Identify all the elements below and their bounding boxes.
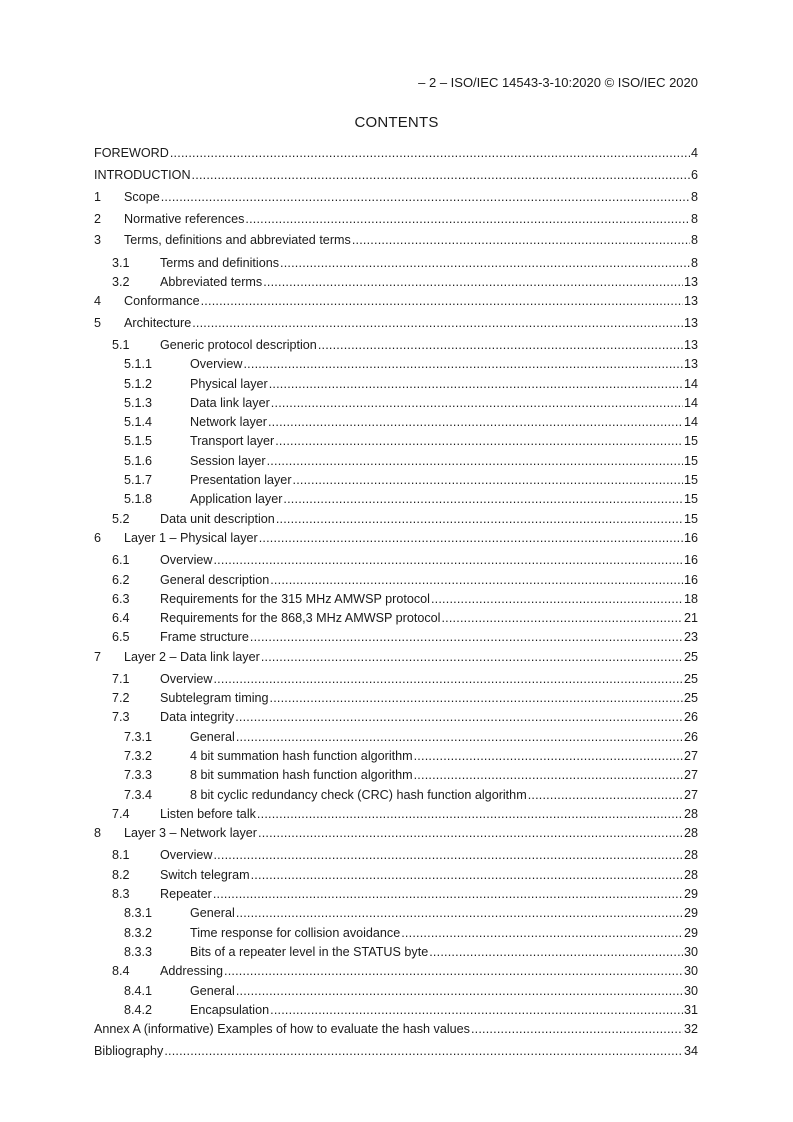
toc-entry-page: 25 [683, 650, 698, 664]
toc-entry-label: General description [160, 573, 270, 587]
toc-entry[interactable] [94, 375, 698, 394]
dot-leader [257, 805, 683, 824]
toc-entry[interactable] [94, 747, 698, 766]
toc-entry-number: 3.2 [112, 275, 130, 289]
toc-entry-label: 8 bit summation hash function algorithm [190, 768, 413, 782]
toc-entry-number: 6.1 [112, 553, 130, 567]
toc-entry[interactable] [94, 273, 698, 292]
toc-entry-link[interactable] [190, 904, 698, 923]
toc-entry-label: Addressing [160, 964, 224, 978]
toc-entry-number: 5.1.2 [124, 377, 153, 391]
dot-leader [245, 210, 690, 229]
toc-entry-link[interactable] [124, 314, 698, 333]
toc-entry-page: 14 [683, 377, 698, 391]
toc-entry-number: 5.1.7 [124, 473, 153, 487]
toc-entry[interactable] [94, 188, 698, 207]
toc-entry-number: 6.2 [112, 573, 130, 587]
toc-entry[interactable] [94, 962, 698, 981]
toc-entry[interactable] [94, 394, 698, 413]
toc-entry-page: 13 [683, 338, 698, 352]
toc-entry-number: 7.2 [112, 691, 130, 705]
toc-entry-number: 1 [94, 190, 102, 204]
toc-entry[interactable] [94, 708, 698, 727]
dot-leader [235, 708, 683, 727]
toc-entry-label: General [190, 906, 235, 920]
toc-entry-link[interactable] [160, 590, 698, 609]
dot-leader [236, 904, 683, 923]
toc-entry-page: 13 [683, 294, 698, 308]
dot-leader [243, 355, 683, 374]
toc-entry-label: Transport layer [190, 434, 275, 448]
toc-entry-number: 7.3.4 [124, 788, 153, 802]
toc-entry-page: 29 [683, 906, 698, 920]
toc-entry-label: Data unit description [160, 512, 275, 526]
toc-entry-label: Normative references [124, 212, 245, 226]
toc-entry-link[interactable] [190, 943, 698, 962]
toc-entry-page: 16 [683, 573, 698, 587]
toc-entry-label: INTRODUCTION [94, 168, 191, 182]
toc-entry-page: 25 [683, 691, 698, 705]
toc-entry[interactable] [94, 413, 698, 432]
dot-leader [528, 786, 683, 805]
toc-entry-page: 15 [683, 473, 698, 487]
toc-entry-link[interactable] [160, 689, 698, 708]
toc-entry-number: 7.3.1 [124, 730, 153, 744]
dot-leader [261, 648, 683, 667]
dot-leader [192, 166, 690, 185]
toc-entry-page: 8 [690, 212, 698, 226]
toc-entry-link[interactable] [124, 648, 698, 667]
toc-entry-number: 8 [94, 826, 102, 840]
toc-entry-label: Terms and definitions [160, 256, 280, 270]
toc-entry-page: 16 [683, 531, 698, 545]
dot-leader [201, 292, 683, 311]
toc-entry-link[interactable] [160, 571, 698, 590]
toc-entry-number: 8.3.2 [124, 926, 153, 940]
toc-entry-page: 29 [683, 887, 698, 901]
toc-entry-page: 15 [683, 512, 698, 526]
toc-entry[interactable] [94, 452, 698, 471]
dot-leader [236, 728, 683, 747]
toc-entry-label: Layer 2 – Data link layer [124, 650, 260, 664]
toc-entry-link[interactable] [160, 510, 698, 529]
toc-entry[interactable] [94, 355, 698, 374]
toc-entry-label: Data integrity [160, 710, 235, 724]
toc-entry-link[interactable] [160, 273, 698, 292]
toc-entry-page: 30 [683, 964, 698, 978]
toc-entry-link[interactable] [124, 188, 698, 207]
toc-entry-page: 13 [683, 275, 698, 289]
toc-entry-label: Presentation layer [190, 473, 292, 487]
dot-leader [270, 1001, 683, 1020]
toc-entry-page: 23 [683, 630, 698, 644]
toc-entry-label: Overview [160, 553, 213, 567]
toc-entry[interactable] [94, 728, 698, 747]
toc-entry[interactable] [94, 292, 698, 311]
toc-entry-label: Overview [160, 848, 213, 862]
toc-entry-link[interactable] [190, 432, 698, 451]
toc-entry-label: Network layer [190, 415, 267, 429]
toc-entry-link[interactable] [160, 670, 698, 689]
toc-entry[interactable] [94, 786, 698, 805]
dot-leader [275, 432, 683, 451]
toc-entry-link[interactable] [190, 766, 698, 785]
toc-entry-number: 3.1 [112, 256, 130, 270]
toc-entry-link[interactable] [190, 490, 698, 509]
dot-leader [268, 413, 683, 432]
dot-leader [164, 1042, 683, 1061]
toc-entry[interactable] [94, 254, 698, 273]
toc-entry[interactable] [94, 1020, 698, 1039]
toc-entry-label: Bits of a repeater level in the STATUS byte [190, 945, 429, 959]
toc-entry-number: 6.3 [112, 592, 130, 606]
toc-entry-label: Frame structure [160, 630, 249, 644]
toc-entry-page: 26 [683, 730, 698, 744]
toc-entry-link[interactable] [160, 551, 698, 570]
toc-entry-page: 15 [683, 434, 698, 448]
toc-entry-link[interactable] [160, 628, 698, 647]
dot-leader [280, 254, 690, 273]
toc-entry-page: 29 [683, 926, 698, 940]
dot-leader [293, 471, 683, 490]
toc-entry-link[interactable] [190, 375, 698, 394]
toc-entry[interactable] [94, 846, 698, 865]
toc-entry-label: Switch telegram [160, 868, 250, 882]
toc-entry-link[interactable] [160, 708, 698, 727]
toc-entry-link[interactable] [160, 866, 698, 885]
toc-entry[interactable] [94, 510, 698, 529]
toc-entry-page: 16 [683, 553, 698, 567]
toc-entry-page: 21 [683, 611, 698, 625]
toc-entry-page: 28 [683, 868, 698, 882]
toc-entry-link[interactable] [190, 471, 698, 490]
dot-leader [441, 609, 683, 628]
toc-entry-label: Session layer [190, 454, 266, 468]
toc-entry-page: 28 [683, 807, 698, 821]
toc-entry-label: Overview [190, 357, 243, 371]
toc-entry-number: 8.4.1 [124, 984, 153, 998]
toc-entry[interactable] [94, 904, 698, 923]
toc-entry-page: 8 [690, 190, 698, 204]
toc-entry-number: 5.1.3 [124, 396, 153, 410]
toc-entry[interactable] [94, 551, 698, 570]
dot-leader [258, 824, 683, 843]
toc-entry-label: 8 bit cyclic redundancy check (CRC) hash function algorithm [190, 788, 527, 802]
toc-entry[interactable] [94, 824, 698, 843]
dot-leader [276, 510, 683, 529]
toc-entry[interactable] [94, 670, 698, 689]
toc-entry-label: Time response for collision avoidance [190, 926, 401, 940]
toc-entry-link[interactable] [190, 1001, 698, 1020]
toc-entry-number: 8.1 [112, 848, 130, 862]
toc-entry-number: 8.2 [112, 868, 130, 882]
toc-entry[interactable] [94, 628, 698, 647]
toc-entry-label: Data link layer [190, 396, 270, 410]
toc-entry-label: FOREWORD [94, 146, 169, 160]
toc-entry-number: 8.3.1 [124, 906, 153, 920]
toc-entry[interactable] [94, 471, 698, 490]
toc-entry[interactable] [94, 648, 698, 667]
dot-leader [271, 394, 683, 413]
toc-entry-number: 6.4 [112, 611, 130, 625]
toc-entry-link[interactable] [124, 824, 698, 843]
dot-leader [250, 628, 683, 647]
dot-leader [213, 551, 683, 570]
toc-entry-number: 6.5 [112, 630, 130, 644]
dot-leader [161, 188, 690, 207]
toc-entry-label: 4 bit summation hash function algorithm [190, 749, 413, 763]
toc-entry-page: 15 [683, 492, 698, 506]
toc-entry[interactable] [94, 314, 698, 333]
dot-leader [352, 231, 690, 250]
toc-entry[interactable] [94, 144, 698, 163]
toc-entry-link[interactable] [190, 355, 698, 374]
dot-leader [236, 982, 683, 1001]
toc-entry-link[interactable] [94, 144, 698, 163]
dot-leader [170, 144, 690, 163]
toc-entry-page: 25 [683, 672, 698, 686]
toc-entry-link[interactable] [160, 254, 698, 273]
toc-entry-label: Layer 1 – Physical layer [124, 531, 258, 545]
dot-leader [429, 943, 683, 962]
toc-entry-label: Layer 3 – Network layer [124, 826, 257, 840]
toc-entry-label: Requirements for the 868,3 MHz AMWSP protocol [160, 611, 441, 625]
toc-entry-number: 5.1.1 [124, 357, 153, 371]
toc-entry-page: 18 [683, 592, 698, 606]
toc-entry-label: Generic protocol description [160, 338, 317, 352]
toc-entry-page: 6 [690, 168, 698, 182]
toc-entry-number: 7.3.3 [124, 768, 153, 782]
dot-leader [431, 590, 683, 609]
toc-entry-label: General [190, 730, 235, 744]
toc-entry-label: Bibliography [94, 1044, 164, 1058]
toc-entry-number: 3 [94, 233, 102, 247]
dot-leader [267, 452, 683, 471]
toc-entry-number: 5.1.4 [124, 415, 153, 429]
toc-entry-number: 7.4 [112, 807, 130, 821]
dot-leader [213, 846, 683, 865]
toc-entry-number: 4 [94, 294, 102, 308]
toc-entry-label: Subtelegram timing [160, 691, 269, 705]
toc-entry-link[interactable] [124, 231, 698, 250]
toc-entry-number: 6 [94, 531, 102, 545]
dot-leader [270, 689, 683, 708]
toc-entry[interactable] [94, 590, 698, 609]
toc-entry-label: Requirements for the 315 MHz AMWSP protocol [160, 592, 430, 606]
toc-entry-link[interactable] [160, 962, 698, 981]
toc-entry-link[interactable] [160, 609, 698, 628]
toc-entry-number: 8.4 [112, 964, 130, 978]
toc-entry-page: 14 [683, 396, 698, 410]
page-header: – 2 – ISO/IEC 14543-3-10:2020 © ISO/IEC 2020 [418, 75, 698, 90]
toc-entry-link[interactable] [190, 394, 698, 413]
toc-entry-page: 14 [683, 415, 698, 429]
toc-entry-label: Overview [160, 672, 213, 686]
dot-leader [401, 924, 683, 943]
toc-entry-link[interactable] [190, 982, 698, 1001]
toc-entry-page: 8 [690, 233, 698, 247]
toc-entry-label: Repeater [160, 887, 212, 901]
toc-entry-number: 7.3.2 [124, 749, 153, 763]
toc-entry-label: Terms, definitions and abbreviated terms [124, 233, 351, 247]
toc-entry-number: 7.3 [112, 710, 130, 724]
toc-entry[interactable] [94, 571, 698, 590]
dot-leader [318, 336, 683, 355]
toc-entry-link[interactable] [160, 846, 698, 865]
toc-entry-link[interactable] [190, 413, 698, 432]
toc-entry-label: Physical layer [190, 377, 268, 391]
toc-entry-number: 5.1 [112, 338, 130, 352]
toc-entry-link[interactable] [160, 885, 698, 904]
toc-entry[interactable] [94, 1042, 698, 1061]
toc-entry-link[interactable] [94, 1042, 698, 1061]
toc-entry-page: 30 [683, 945, 698, 959]
toc-entry-number: 2 [94, 212, 102, 226]
toc-entry-label: Scope [124, 190, 160, 204]
toc-entry-link[interactable] [160, 805, 698, 824]
toc-entry-label: Encapsulation [190, 1003, 270, 1017]
toc-entry-link[interactable] [94, 1020, 698, 1039]
toc-entry-link[interactable] [94, 166, 698, 185]
dot-leader [213, 885, 683, 904]
toc-entry-link[interactable] [124, 292, 698, 311]
toc-entry-number: 5 [94, 316, 102, 330]
toc-entry[interactable] [94, 982, 698, 1001]
toc-entry-link[interactable] [190, 728, 698, 747]
toc-entry-label: Conformance [124, 294, 200, 308]
dot-leader [251, 866, 683, 885]
toc-entry-page: 8 [690, 256, 698, 270]
toc-entry-number: 7.1 [112, 672, 130, 686]
dot-leader [269, 375, 683, 394]
toc-entry-page: 26 [683, 710, 698, 724]
toc-entry[interactable] [94, 210, 698, 229]
toc-entry-label: Architecture [124, 316, 192, 330]
toc-entry[interactable] [94, 885, 698, 904]
toc-entry[interactable] [94, 924, 698, 943]
toc-entry-page: 32 [683, 1022, 698, 1036]
toc-entry[interactable] [94, 231, 698, 250]
toc-entry[interactable] [94, 336, 698, 355]
dot-leader [471, 1020, 683, 1039]
toc-entry-number: 7 [94, 650, 102, 664]
toc-entry-page: 13 [683, 316, 698, 330]
toc-entry-link[interactable] [124, 210, 698, 229]
toc-entry[interactable] [94, 943, 698, 962]
toc-entry-page: 13 [683, 357, 698, 371]
dot-leader [263, 273, 683, 292]
toc-entry[interactable] [94, 866, 698, 885]
toc-entry-number: 8.3 [112, 887, 130, 901]
toc-entry[interactable] [94, 529, 698, 548]
toc-entry-link[interactable] [190, 924, 698, 943]
toc-entry-link[interactable] [190, 786, 698, 805]
toc-entry-number: 5.2 [112, 512, 130, 526]
dot-leader [270, 571, 683, 590]
toc-entry-label: Listen before talk [160, 807, 256, 821]
toc-entry[interactable] [94, 432, 698, 451]
toc-entry-link[interactable] [160, 336, 698, 355]
toc-entry[interactable] [94, 166, 698, 185]
dot-leader [414, 747, 683, 766]
toc-entry[interactable] [94, 805, 698, 824]
toc-entry[interactable] [94, 689, 698, 708]
page-title: CONTENTS [354, 114, 439, 131]
toc-entry[interactable] [94, 490, 698, 509]
toc-entry-label: Application layer [190, 492, 283, 506]
toc-entry-page: 15 [683, 454, 698, 468]
toc-entry-label: Annex A (informative) Examples of how to evaluate the hash values [94, 1022, 470, 1036]
toc-entry-page: 28 [683, 826, 698, 840]
toc-entry[interactable] [94, 609, 698, 628]
toc-entry-page: 4 [690, 146, 698, 160]
toc-entry-number: 8.4.2 [124, 1003, 153, 1017]
toc-entry-number: 5.1.5 [124, 434, 153, 448]
toc-entry-link[interactable] [190, 452, 698, 471]
toc-entry-page: 31 [683, 1003, 698, 1017]
toc-entry-number: 8.3.3 [124, 945, 153, 959]
toc-entry-number: 5.1.8 [124, 492, 153, 506]
toc-entry-page: 27 [683, 749, 698, 763]
toc-entry-page: 30 [683, 984, 698, 998]
dot-leader [283, 490, 683, 509]
toc-entry-label: Abbreviated terms [160, 275, 263, 289]
toc-entry-page: 27 [683, 788, 698, 802]
dot-leader [213, 670, 683, 689]
dot-leader [192, 314, 683, 333]
toc-entry-page: 28 [683, 848, 698, 862]
toc-entry-link[interactable] [190, 747, 698, 766]
toc-entry[interactable] [94, 766, 698, 785]
toc-entry-label: General [190, 984, 235, 998]
toc-entry-number: 5.1.6 [124, 454, 153, 468]
dot-leader [259, 529, 683, 548]
toc-entry-link[interactable] [124, 529, 698, 548]
toc-entry-page: 34 [683, 1044, 698, 1058]
dot-leader [224, 962, 683, 981]
dot-leader [414, 766, 683, 785]
toc-entry[interactable] [94, 1001, 698, 1020]
toc-entry-page: 27 [683, 768, 698, 782]
